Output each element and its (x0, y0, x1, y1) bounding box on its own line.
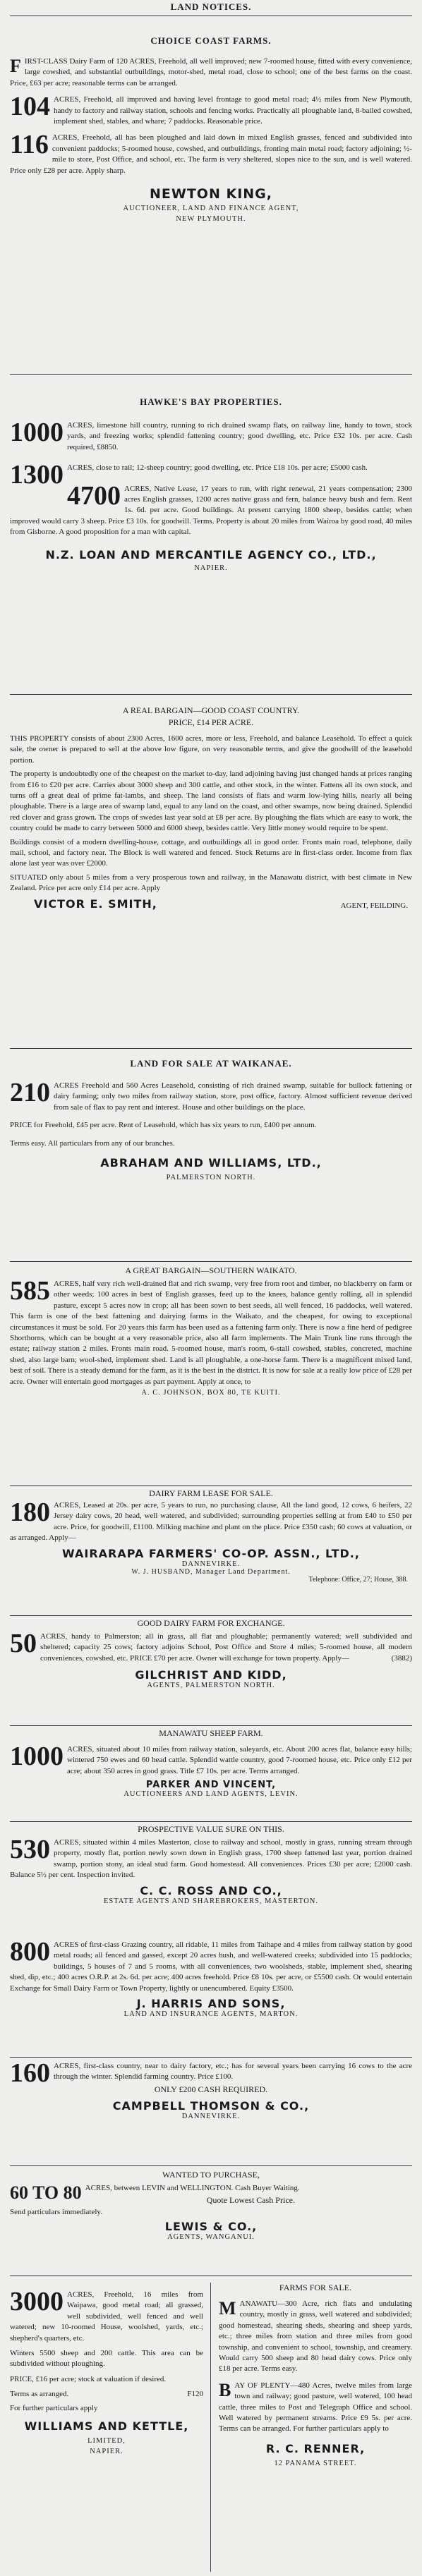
telephone-line: Telephone: Office, 27; House, 388. (308, 1575, 408, 1584)
agent-limited: LIMITED, (88, 2437, 126, 2446)
ad-text: ACRES, limestone hill country, running to rich drained swamp flats, on railway line, handy to town, stock yards, and freezing works; splendid fattening country; good dwelling, etc. Price £32 10s. per acre. Cash required, £8850. (67, 421, 412, 451)
agent-name: PARKER AND VINCENT, (145, 1780, 277, 1791)
reference-number: F120 (187, 2390, 203, 2399)
ad-text: ACRES, half very rich well-drained flat and rich swamp, very free from root and timber, no blackberry on farm or other weeds; 100 acres in best of English grasses, feed up to the knees, balance gently rolling, all in splendid pasture, except 5 acres now in crop; all has been sown to best seeds, all well fenced, 16 paddocks, well watered. This farm is one of the best fattening and dairying farms in the Waikato, and the cheapest, for owing to exceptional circumstances it must be sold. For 20 years this farm has been used as a fattening farm only. There is now a fine herd of pedigree Shorthorns, which can be bought at a very reasonable price, also all farm implements. The Main Trunk line runs through the estate; railway station 2 miles. Fronts main road. 5-roomed house, man's room, 6-stall cowshed, stables, concreted, machine shed, also large barn; wool-shed, implement shed. Land is all ploughable, a one-horse farm. There is a magnificent mixed land, best of soil. There is a steady demand for the farm, as it is the best in the district. It is now for sale at a really low price of £28 per acre. Owner will entertain good mortgages as part payment. Apply at once, to (10, 1280, 412, 1386)
ad-paragraph: THIS PROPERTY consists of about 2300 Acres, 1600 acres, more or less, Freehold, and balance Leasehold. To effect a quick sale, the owner is prepared to sell at the above low figure, on very reasonable terms, and give the goodwill of the leasehold portion. (10, 734, 412, 765)
agent-name: WAIRARAPA FARMERS' CO-OP. ASSN., LTD., (62, 1546, 360, 1560)
section-title: LAND FOR SALE AT WAIKANAE. (130, 1058, 292, 1069)
agent-place: NEW PLYMOUTH. (176, 215, 246, 224)
drop-cap: 60 TO 80 (10, 2182, 82, 2203)
drop-cap: 104 (10, 92, 50, 122)
drop-cap: 180 (10, 1497, 50, 1527)
ad-paragraph (10, 92, 412, 127)
ad-text: ACRES, first-class country, near to dairy factory, etc.; has for several years been carrying 16 cows to the acre through the winter. Splendid farming country. Price £100. (54, 2062, 412, 2082)
section-title: A GREAT BARGAIN—SOUTHERN WAIKATO. (125, 1265, 297, 1275)
agent-name: J. HARRIS AND SONS, (136, 1997, 286, 2011)
section-title: WANTED TO PURCHASE, (162, 2170, 260, 2180)
drop-cap: 585 (10, 1276, 50, 1306)
price-line: PRICE for Freehold, £45 per acre. Rent of Leasehold, which has six years to run, £400 per annum. (10, 1121, 317, 1130)
ad-paragraph (219, 2299, 412, 2375)
choice-coast-farms (6, 35, 416, 223)
ad-text: AY OF PLENTY—480 Acres, twelve miles from large town and railway; good pasture, well watered, 100 head cattle, three miles to Post and Telegraph Office and school. Well watered by permanent streams. Price £9 5s. per acre. Terms can be arranged. For further particulars apply to (219, 2381, 412, 2434)
agent-name: GILCHRIST AND KIDD, (135, 1668, 287, 1682)
agent-place: AGENTS, PALMERSTON NORTH. (147, 1682, 275, 1690)
terms-text: Terms as arranged. (10, 2390, 69, 2399)
ad-text: ACRES, Freehold, all has been ploughed and laid down in mixed English grasses, fenced and subdivided into convenient paddocks; 5-roomed house, cowshed, and outbuildings, fronting main metal road; factory adjoining; ½-mile to store, Post Office, and school, etc. The farm is very sheltered, slopes nice to the sun, and is well watered. Price only £28 per acre. Apply sharp. (10, 133, 412, 175)
agent-place: NAPIER. (90, 2448, 123, 2456)
cash-required: ONLY £200 CASH REQUIRED. (154, 2084, 268, 2094)
terms-line (10, 2389, 203, 2400)
ad-paragraph (10, 480, 412, 538)
hawkes-bay-properties (6, 396, 416, 572)
ad-text: ACRES, Freehold, 16 miles from Waipawa, good metal road; all grassed, well subdivided, well fenced and well watered; new 10-roomed House, woolshed, yards, etc.; shepherd's quarters, etc. (10, 2290, 203, 2343)
ad-paragraph (10, 460, 412, 490)
rule (10, 1821, 412, 1822)
ad-paragraph: The property is undoubtedly one of the cheapest on the market to-day, land adjoining having just changed hands at prices ranging from £16 to £20 per acre. Carries about 3000 sheep and 300 cattle, and other stock, in the winter. Fattens all its own stock, and turns off a great deal of prime fat-lambs, and sheep. The land consists of flats and warm low-lying hills, nearly all being ploughable. There is a large area of swamp land, equal to any land on the coast, and other swamps, now being drained. Splendid red clover and grass grown. The crops of swedes last year sold at £8 per acre. By ploughing the flats which are easy to work, the country could be made to carry between 5000 and 6000 sheep, besides cattle. Very little money would require to be spent. (10, 770, 412, 833)
agent-place: 12 PANAMA STREET. (274, 2459, 357, 2467)
ad-text: ACRES Freehold and 560 Acres Leasehold, consisting of rich drained swamp, suitable for bullock fattening or dairy farming; only two miles from railway station, store, post office, factory. Almost sufficient revenue derived from sale of flax to pay rent and interest. House and other buildings on the place. (54, 1081, 412, 1112)
reference-number: (3882) (391, 1653, 412, 1663)
waikanae-land (6, 1058, 416, 1181)
page-title: LAND NOTICES. (170, 1, 252, 12)
manawatu-sheep-farm (6, 1728, 416, 1798)
drop-cap: 530 (10, 1835, 50, 1864)
contact-line: For further particulars apply (10, 2403, 98, 2412)
ad-paragraph (10, 1497, 412, 1544)
drop-cap: 50 (10, 1629, 37, 1658)
agent-name: ABRAHAM AND WILLIAMS, LTD., (100, 1156, 322, 1170)
ad-paragraph (10, 2287, 203, 2344)
ad-paragraph (10, 2058, 412, 2088)
drop-cap: F (10, 56, 21, 76)
agent-name: WILLIAMS AND KETTLE, (24, 2419, 189, 2434)
ad-text: ACRES, Leased at 20s. per acre, 5 years to run, no purchasing clause, All the land good, 12 cows, 6 heifers, 22 Jersey dairy cows, 20 head, well watered, and subdivided; surrounding properties selling at from £40 to £50 per acre. Price, for goodwill, £1100. Milking machine and plant on the place. Price £350 cash; 60 cows at valuation, or as arranged. Apply— (10, 1501, 412, 1543)
agent-name: NEWTON KING, (150, 186, 272, 202)
quote-line: Quote Lowest Cash Price. (206, 2195, 295, 2206)
ad-paragraph (10, 56, 412, 89)
agent-line: AUCTIONEER, LAND AND FINANCE AGENT, (123, 205, 299, 213)
agent-place: PALMERSTON NORTH. (166, 1174, 256, 1182)
ad-text: ACRES, between LEVIN and WELLINGTON. Cash Buyer Waiting. (85, 2184, 300, 2192)
terms-line: Terms easy. All particulars from any of our branches. (10, 1138, 175, 1148)
drop-cap: 800 (10, 1937, 50, 1967)
manager-line: W. J. HUSBAND, Manager Land Department. (131, 1567, 291, 1576)
section-title: GOOD DAIRY FARM FOR EXCHANGE. (137, 1618, 285, 1628)
ad-paragraph (10, 1276, 412, 1387)
section-title: HAWKE'S BAY PROPERTIES. (140, 396, 282, 407)
agent-place: LAND AND INSURANCE AGENTS, MARTON. (123, 2010, 299, 2019)
ad-paragraph: Buildings consist of a modern dwelling-house, cottage, and outbuildings all in good order. Fronts main road, telephone, daily mail, school, and factory near. The Block is well watered and fenced. Stock Returns are in first-class order. Income from flax alone last year was over £2000. (10, 837, 412, 868)
agent-place: AGENT, FEILDING. (340, 901, 408, 910)
agent-name: A. C. JOHNSON, BOX 80, TE KUITI. (141, 1389, 281, 1397)
price-line: PRICE, £16 per acre; stock at valuation if desired. (10, 2374, 167, 2383)
section-title: FARMS FOR SALE. (279, 2283, 352, 2292)
drop-cap: 1300 (10, 460, 64, 490)
drop-cap: 210 (10, 1078, 50, 1107)
drop-cap: 4700 (67, 480, 121, 511)
dannevirke-farm (6, 2060, 416, 2120)
rule (10, 2057, 412, 2058)
real-bargain-coast (6, 705, 416, 911)
drop-cap: 1000 (10, 418, 64, 447)
ad-paragraph (10, 1744, 412, 1777)
drop-cap: 160 (10, 2058, 50, 2088)
winters-line: Winters 5500 sheep and 200 cattle. This area can be subdivided without ploughing. (10, 2349, 203, 2369)
section-title: DAIRY FARM LEASE FOR SALE. (149, 1488, 273, 1498)
agent-name: N.Z. LOAN AND MERCANTILE AGENCY CO., LTD., (45, 547, 377, 561)
rule (10, 1261, 412, 1262)
ad-text: ACRES, handy to Palmerston; all in grass, all flat and ploughable; permanently watered; well subdivided and sheltered; capacity 25 cows; factory adjoins School, Post Office and Store 4 miles; 5-roomed house, all modern conveniences, cowshed, etc. PRICE £70 per acre. Owner will exchange for town property. Apply— (40, 1632, 412, 1663)
signature-row (34, 897, 408, 911)
grazing-country (6, 1938, 416, 2018)
ad-paragraph (10, 1837, 412, 1881)
rule (10, 694, 412, 695)
rule (10, 1048, 412, 1049)
agent-name: LEWIS & CO., (164, 2219, 258, 2233)
ad-text: ANAWATU—300 Acre, rich flats and undulating country, mostly in grass, well watered and subdivided; good homestead, shearing sheds, shearing and sheep yards, etc.; three miles from station and three miles from good township, and convenient to school, township, and creamery. Would carry 500 sheep and 80 head dairy cows. Price only £18 per acre. Terms easy. (219, 2299, 412, 2374)
agent-name: VICTOR E. SMITH, (34, 897, 157, 911)
dairy-farm-exchange (6, 1618, 416, 1689)
rule (10, 2165, 412, 2166)
agent-name: C. C. ROSS AND CO., (140, 1883, 282, 1897)
bottom-left-ad (6, 2283, 207, 2467)
southern-waikato (6, 1265, 416, 1397)
section-title: A REAL BARGAIN—GOOD COAST COUNTRY. (122, 705, 300, 715)
agent-place: DANNEVIRKE. (181, 2112, 241, 2120)
rule (10, 374, 412, 375)
drop-cap: B (219, 2379, 231, 2400)
drop-cap: 116 (10, 130, 49, 160)
ad-paragraph (10, 1629, 412, 1664)
drop-cap: M (219, 2298, 236, 2319)
ad-text: IRST-CLASS Dairy Farm of 120 ACRES, Freehold, all well improved; new 7-roomed house, fitted with every convenience, large cowshed, and substantial outbuildings, motor-shed, metal road, close to school; one of the best farms on the coast. Price, £63 per acre; reasonable terms can be arranged. (10, 57, 412, 87)
rule (10, 1615, 412, 1616)
section-title: CHOICE COAST FARMS. (150, 35, 272, 46)
ad-paragraph (10, 1937, 412, 1994)
agent-place: NAPIER. (194, 564, 228, 572)
send-line: Send particulars immediately. (10, 2208, 102, 2217)
bottom-right-ad (215, 2283, 416, 2467)
section-title: MANAWATU SHEEP FARM. (159, 1728, 263, 1738)
ad-paragraph (10, 130, 412, 176)
wanted-to-purchase (6, 2170, 416, 2241)
dairy-farm-lease (6, 1488, 416, 1584)
drop-cap: 3000 (10, 2287, 64, 2316)
agent-name: CAMPBELL THOMSON & CO., (112, 2098, 310, 2113)
ad-text: ACRES, Freehold, all improved and having level frontage to good metal road; 4½ miles from New Plymouth, handy to factory and railway station, schools and fencing works. Practically all ploughable land, 8-bailed cowshed, implement shed, stables, and whare; 7 paddocks. Reasonable price. (54, 95, 412, 126)
agent-place: DANNEVIRKE. (181, 1560, 241, 1568)
ad-text: ACRES, Native Lease, 17 years to run, with right renewal, 21 years compensation; 2300 acres English grasses, 1200 acres native grass and fern, balance heavy bush and fern. Rent 1s. 6d. per acre. Good buildings. At present carrying 1800 sheep, besides cattle; when improved would carry 3 sheep. Price £3 10s. for goodwill. Terms. Property is about 20 miles from Wairoa by good road, 40 miles from Gisborne. A good proposition for a man with capital. (10, 484, 412, 537)
ad-paragraph (10, 1078, 412, 1113)
ad-paragraph (219, 2381, 412, 2435)
agent-place: AUCTIONEERS AND LAND AGENTS, LEVIN. (123, 1790, 299, 1799)
drop-cap: 1000 (10, 1742, 64, 1771)
section-subtitle: PRICE, £14 PER ACRE. (168, 717, 254, 727)
ad-text: ACRES of first-class Grazing country, all ridable, 11 miles from Taihape and 4 miles from railway station by good metal roads; all fenced and gassed, except 20 acres bush, and well-watered creeks; subdivided into 15 paddocks; buildings, 5 houses of 7 and 5 rooms, with all conveniences, two woolsheds, stable, implement shed, shearing shed, dip, etc.; 400 acres O.R.P. at 2s. 6d. per acre; 400 acres freehold. Price £8 10s. per acre, or £5500 cash. Or would entertain Exchange for Small Dairy Farm or Town Property, lightly or unencumbered. Equity £3500. (10, 1940, 412, 1993)
ad-text: ACRES, situated within 4 miles Masterton, close to railway and school, mostly in grass, running stream through property, mostly flat, portion newly sown down in English grass, 1700 sheep fattened last year, portion drained swamp, portion stony, an ideal stud farm. Good homestead. All conveniences. Prices £30 per acre; £2000 cash. Balance 5½ per cent. Inspection invited. (10, 1838, 412, 1880)
prospective-value (6, 1824, 416, 1905)
page-header (6, 1, 416, 13)
ad-paragraph: SITUATED only about 5 miles from a very prosperous town and railway, in the Manawatu district, with best climate in New Zealand. Price per acre only £14 per acre. Apply (10, 873, 412, 893)
agent-place: AGENTS, WANGANUI. (167, 2232, 255, 2241)
rule (10, 1725, 412, 1726)
ad-paragraph (10, 420, 412, 453)
agent-place: ESTATE AGENTS AND SHAREBROKERS, MASTERTON. (103, 1897, 319, 1905)
ad-text: ACRES, close to rail; 12-sheep country; good dwelling, etc. Price £18 10s. per acre; £5000 cash. (67, 463, 368, 473)
agent-name: R. C. RENNER, (265, 2441, 366, 2455)
bottom-columns (6, 2283, 416, 2467)
section-title: PROSPECTIVE VALUE SURE ON THIS. (138, 1824, 284, 1834)
ad-text: ACRES, situated about 10 miles from railway station, saleyards, etc. About 200 acres flat, balance easy hills; wintered 750 ewes and 60 head cattle. Splendid wattle country, good 7-roomed house, etc. Price only £12 per acre; about 350 acres in good grass. Title £7 10s. per acre. Terms arranged. (67, 1745, 412, 1775)
